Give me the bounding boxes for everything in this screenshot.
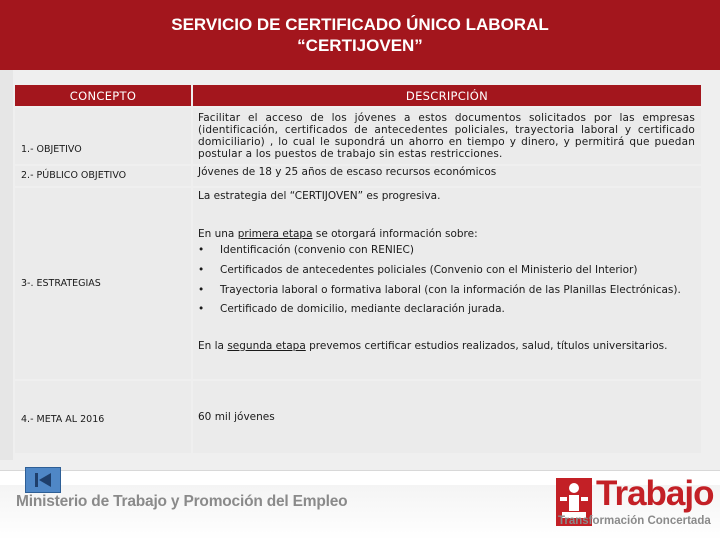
table-header-row — [15, 85, 701, 106]
second-stage-pre: En la — [198, 339, 228, 352]
skip-back-icon — [32, 471, 54, 489]
page-title-line1: SERVICIO DE CERTIFICADO ÚNICO LABORAL — [171, 15, 549, 34]
table-row-objetivo — [15, 108, 701, 164]
strategy-first-stage — [198, 228, 695, 242]
logo-tagline: Transformación Concertada — [558, 515, 711, 527]
column-header-descripcion: DESCRIPCIÓN — [193, 85, 701, 106]
row-desc-estrategias — [193, 188, 701, 379]
row-label-meta: 4.- META AL 2016 — [15, 381, 191, 453]
strategy-list — [198, 241, 695, 320]
list-item-text: Certificado de domicilio, mediante declaración jurada. — [220, 303, 505, 315]
first-stage-pre: En una — [198, 227, 238, 240]
second-stage-post: prevemos certificar estudios realizados, salud, títulos universitarios. — [305, 339, 668, 352]
row-label-estrategias: 3-. ESTRATEGIAS — [15, 188, 191, 379]
certijoven-table — [13, 83, 703, 455]
list-item — [198, 261, 695, 281]
page-title-line2: “CERTIJOVEN” — [297, 36, 423, 55]
first-stage-underlined: primera etapa — [237, 227, 313, 240]
list-item-text: Trayectoria laboral o formativa laboral (con la información de las Planillas Electrónicas). — [220, 284, 681, 296]
footer-divider — [0, 470, 720, 471]
list-item — [198, 241, 695, 261]
strategy-second-stage — [198, 340, 695, 354]
row-desc-publico: Jóvenes de 18 y 25 años de escaso recursos económicos — [193, 166, 701, 186]
left-strip — [0, 70, 13, 460]
table-row-meta — [15, 381, 701, 453]
row-label-publico: 2.- PÚBLICO OBJETIVO — [15, 166, 191, 186]
column-header-concepto: CONCEPTO — [15, 85, 191, 106]
row-label-objetivo: 1.- OBJETIVO — [15, 108, 191, 164]
table-row-publico — [15, 166, 701, 186]
table-row-estrategias — [15, 188, 701, 379]
row-desc-objetivo-cell — [193, 108, 701, 164]
bullet-icon: • — [198, 263, 205, 276]
logo-wordmark: Trabajo — [596, 474, 714, 513]
bullet-icon: • — [198, 244, 205, 256]
first-slide-button[interactable] — [25, 467, 61, 493]
second-stage-underlined: segunda etapa — [227, 339, 306, 352]
list-item-text: Certificados de antecedentes policiales (Convenio con el Ministerio del Interior) — [220, 263, 638, 276]
list-item — [198, 300, 695, 320]
list-item — [198, 280, 695, 300]
list-item-text: Identificación (convenio con RENIEC) — [220, 244, 414, 256]
bullet-icon: • — [198, 284, 205, 296]
row-desc-meta: 60 mil jóvenes — [193, 381, 701, 453]
bullet-icon: • — [198, 303, 205, 315]
strategy-intro: La estrategia del “CERTIJOVEN” es progresiva. — [198, 190, 441, 202]
ministry-name: Ministerio de Trabajo y Promoción del Empleo — [16, 493, 348, 510]
row-desc-objetivo: Facilitar el acceso de los jóvenes a estos documentos solicitados por las empresas (identificación, certificados de antecedentes policiales, trayectoria laboral y certificado domiciliario) , lo cual le supondrá un ahorro en tiempo y dinero, y permitirá que puedan postular a los puestos de trabajo sin estas restricciones. — [198, 112, 695, 160]
first-stage-post: se otorgará información sobre: — [312, 227, 478, 240]
page-title — [0, 14, 720, 56]
